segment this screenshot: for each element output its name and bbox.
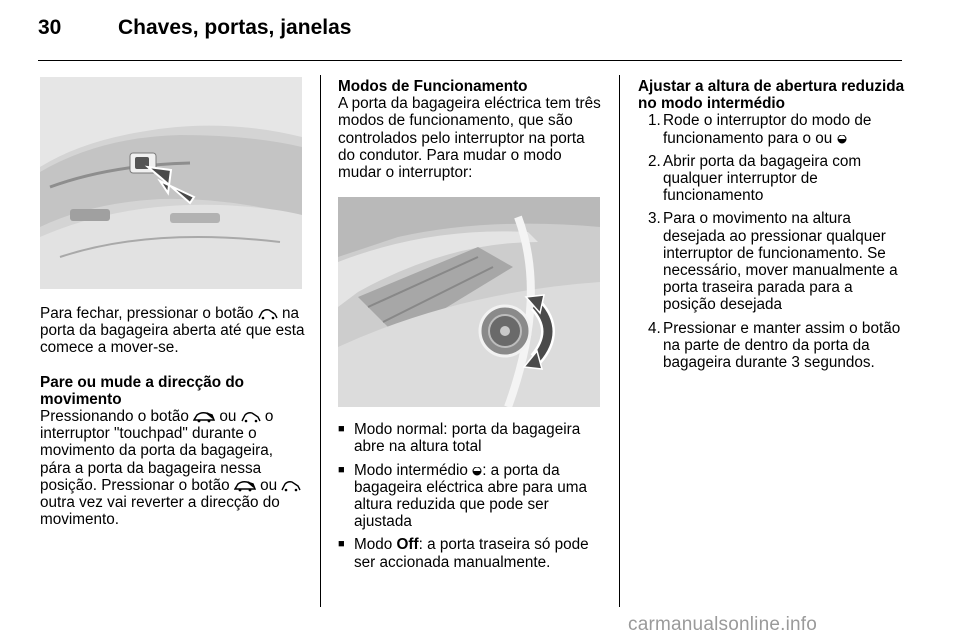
adjust-height-steps (638, 112, 906, 371)
operation-modes-intro: A porta da bagageira eléctrica tem três modos de funcionamento, que são controlados pelo interruptor na porta do condutor. Para mudar o modo mudar o interruptor: (338, 95, 601, 182)
column-2 (338, 78, 603, 577)
car-open-icon (258, 308, 278, 320)
bullet-square-icon: ■ (338, 463, 345, 476)
page-number: 30 (38, 16, 62, 39)
adjust-height-heading: Ajustar a altura de abertura reduzida no modo intermédio (638, 78, 905, 113)
list-item (338, 421, 603, 455)
car-open-icon (241, 411, 261, 423)
close-instruction-end: na porta da bagageira aberta até que esta comece a mover-se. (40, 305, 305, 357)
watermark: carmanualsonline.info (628, 614, 818, 635)
mode-off-text: : a porta traseira só pode ser accionada manualmente. (354, 536, 589, 571)
step-number: 1. (648, 112, 661, 130)
list-item (338, 536, 603, 570)
column-3 (638, 78, 906, 377)
step-text: Rode o interruptor do modo de funcionamento para o ou (663, 112, 872, 147)
mode-intermediate-text: : a porta da bagageira eléctrica abre para uma altura reduzida que pode ser ajustada (354, 461, 587, 531)
operation-modes-heading: Modos de Funcionamento (338, 78, 528, 95)
step-number: 3. (648, 210, 661, 228)
body-or-1: ou (219, 408, 237, 426)
step-text: Para o movimento na altura desejada ao pressionar qualquer interruptor de funcionamento. Se necessário, mover manualmente a porta traseira parada para a posição desejada (663, 210, 898, 314)
close-instruction (40, 305, 305, 357)
page-title: Chaves, portas, janelas (118, 16, 352, 39)
list-item (638, 320, 906, 372)
mode-normal-text: Modo normal: porta da bagageira abre na altura total (354, 421, 581, 456)
step-number: 2. (648, 152, 661, 170)
body-part-c: outra vez vai reverter a direcção do movimento. (40, 494, 280, 529)
list-item (638, 112, 906, 146)
mode-off-keyword: Off (396, 536, 419, 554)
body-part-a: Pressionando o botão (40, 408, 189, 426)
column-divider-1 (320, 75, 321, 607)
half-circle-icon (472, 467, 482, 477)
close-instruction-start: Para fechar, pressionar o botão (40, 305, 254, 322)
operation-modes-list (338, 421, 603, 571)
step-text: Pressionar e manter assim o botão na parte de dentro da porta da bagageira durante 3 segundos. (663, 319, 901, 372)
list-item (638, 210, 906, 313)
bullet-square-icon: ■ (338, 423, 345, 436)
driver-door-switch-photo (338, 197, 600, 407)
stop-direction-heading: Pare ou mude a direcção do movimento (40, 373, 245, 408)
stop-direction-body (40, 408, 305, 528)
column-1 (40, 78, 305, 528)
column-divider-2 (619, 75, 620, 607)
body-part-b: o interruptor "touchpad" durante o movimento da porta da bagageira, pára a porta da bagageira nessa posição. Pressionar o botão (40, 408, 274, 494)
header-rule (38, 60, 902, 61)
step-text: Abrir porta da bagageira com qualquer interruptor de funcionamento (663, 152, 862, 205)
half-circle-icon (837, 135, 847, 145)
car-open-icon (281, 480, 301, 492)
car-closing-icon (193, 411, 215, 423)
list-item (338, 462, 603, 531)
bullet-square-icon: ■ (338, 538, 345, 551)
list-item (638, 153, 906, 205)
mode-off-label: Modo (354, 536, 393, 554)
page-header (38, 14, 902, 60)
tailgate-switch-photo (40, 77, 302, 289)
body-or-2: ou (260, 476, 278, 494)
mode-intermediate-label: Modo intermédio (354, 461, 468, 479)
car-closing-icon (234, 480, 256, 492)
step-number: 4. (648, 319, 661, 337)
